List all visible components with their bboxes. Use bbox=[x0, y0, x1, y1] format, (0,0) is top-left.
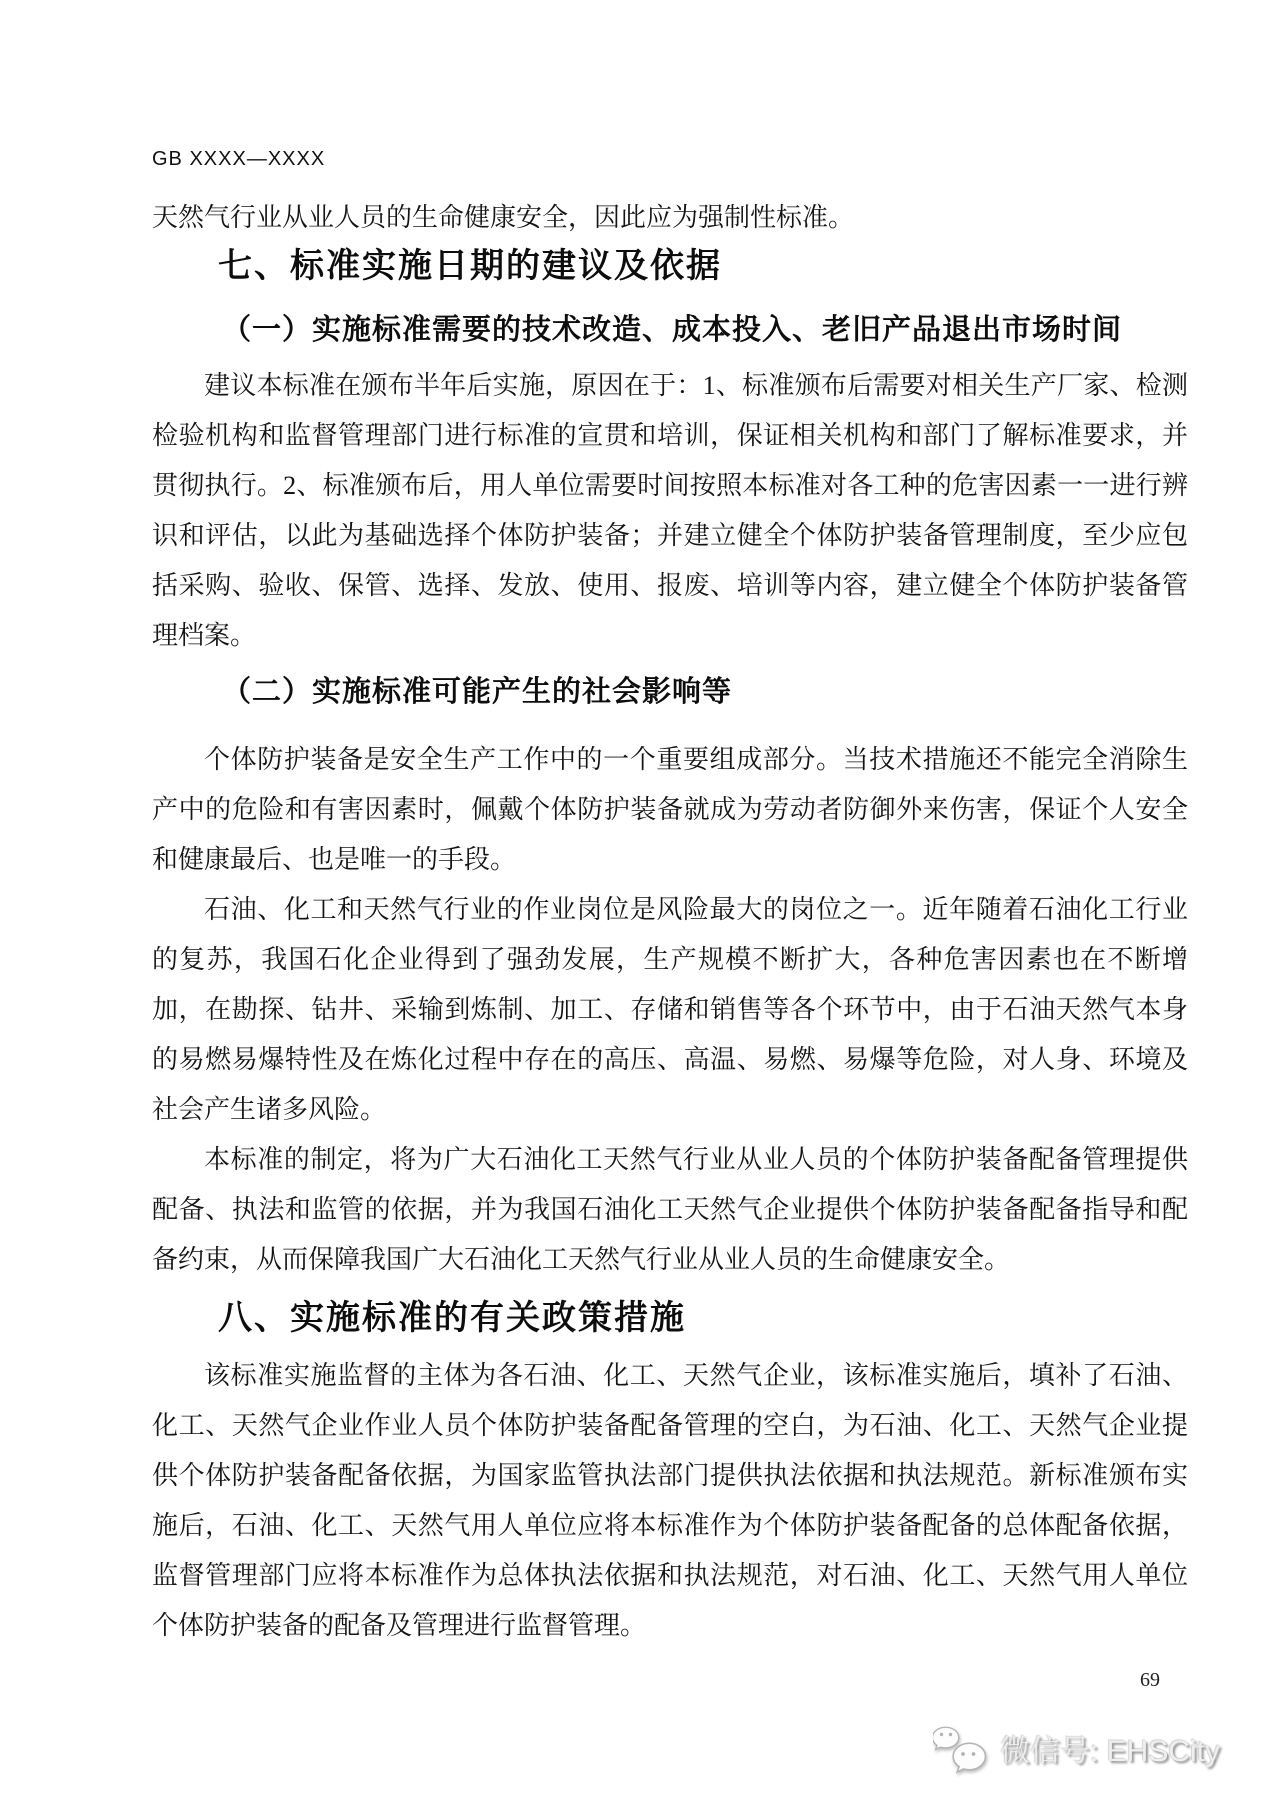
page-content bbox=[152, 0, 1188, 1692]
paragraph: 建议本标准在颁布半年后实施，原因在于：1、标准颁布后需要对相关生产厂家、检测检验机构和监督管理部门进行标准的宣贯和培训，保证相关机构和部门了解标准要求，并贯彻执行。2、标准颁布后，用人单位需要时间按照本标准对各工种的危害因素一一进行辨识和评估，以此为基础选择个体防护装备；并建立健全个体防护装备管理制度，至少应包括采购、验收、保管、选择、发放、使用、报废、培训等内容，建立健全个体防护装备管理档案。 bbox=[152, 371, 1188, 650]
section-heading-8: 八、实施标准的有关政策措施 bbox=[218, 1299, 686, 1337]
page-number: 69 bbox=[1140, 1669, 1160, 1691]
intro-paragraph: 天然气行业从业人员的生命健康安全，因此应为强制性标准。 bbox=[152, 203, 855, 232]
paragraph: 本标准的制定，将为广大石油化工天然气行业从业人员的个体防护装备配备管理提供配备、执法和监管的依据，并为我国石油化工天然气企业提供个体防护装备配备指导和配备约束，从而保障我国广大石油化工天然气行业从业人员的生命健康安全。 bbox=[152, 1145, 1188, 1274]
subsection-heading-7-2: （二）实施标准可能产生的社会影响等 bbox=[222, 676, 733, 708]
wechat-icon bbox=[933, 1726, 993, 1778]
paragraph: 该标准实施监督的主体为各石油、化工、天然气企业，该标准实施后，填补了石油、化工、天然气企业作业人员个体防护装备配备管理的空白，为石油、化工、天然气企业提供个体防护装备配备依据，为国家监管执法部门提供执法依据和执法规范。新标准颁布实施后，石油、化工、天然气用人单位应将本标准作为个体防护装备配备的总体配备依据，监督管理部门应将本标准作为总体执法依据和执法规范，对石油、化工、天然气用人单位个体防护装备的配备及管理进行监督管理。 bbox=[152, 1361, 1188, 1640]
wechat-watermark bbox=[933, 1726, 1220, 1778]
watermark-label: 微信号: EHSCity bbox=[1000, 1735, 1221, 1768]
section-heading-7: 七、标准实施日期的建议及依据 bbox=[218, 247, 722, 285]
gb-standard-number: GB XXXX—XXXX bbox=[152, 148, 326, 170]
paragraph: 个体防护装备是安全生产工作中的一个重要组成部分。当技术措施还不能完全消除生产中的危险和有害因素时，佩戴个体防护装备就成为劳动者防御外来伤害，保证个人安全和健康最后、也是唯一的手段。 bbox=[152, 745, 1188, 874]
paragraph: 石油、化工和天然气行业的作业岗位是风险最大的岗位之一。近年随着石油化工行业的复苏，我国石化企业得到了强劲发展，生产规模不断扩大，各种危害因素也在不断增加，在勘探、钻井、采输到炼制、加工、存储和销售等各个环节中，由于石油天然气本身的易燃易爆特性及在炼化过程中存在的高压、高温、易燃、易爆等危险，对人身、环境及社会产生诸多风险。 bbox=[152, 895, 1188, 1124]
subsection-heading-7-1: （一）实施标准需要的技术改造、成本投入、老旧产品退出市场时间 bbox=[222, 314, 1123, 346]
